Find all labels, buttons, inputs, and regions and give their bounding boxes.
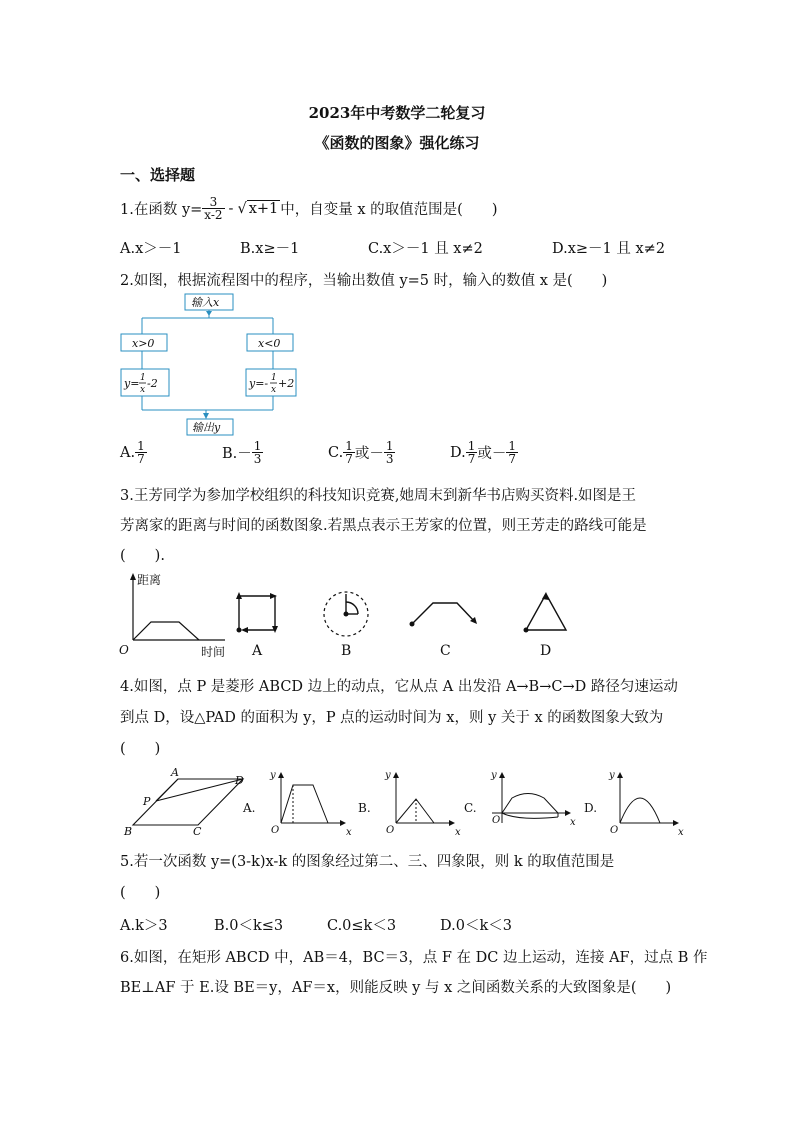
- question-5-line2: ( ): [120, 885, 161, 901]
- flow-input-text: 输入x: [191, 296, 220, 309]
- q2-a-num: 1: [137, 439, 145, 453]
- section-heading: 一、选择题: [120, 166, 196, 184]
- question-6-line2: BE⊥AF 于 E.设 BE＝y，AF＝x，则能反映 y 与 x 之间函数关系的大致图象是( ): [120, 980, 672, 996]
- q4-option-d: D.: [584, 801, 598, 815]
- sqrt-icon: √: [237, 200, 247, 217]
- flow-left-frac-num: 1: [140, 373, 146, 383]
- q2-c-den1: 7: [345, 452, 353, 466]
- q3-ylabel: 距离: [137, 573, 162, 587]
- q2-d-num1: 1: [467, 439, 476, 453]
- doc-title: 2023年中考数学二轮复习: [308, 104, 486, 122]
- q2-c-mid: 或－: [354, 446, 384, 462]
- q2-c-num1: 1: [345, 439, 353, 453]
- q3-label-c: C: [440, 643, 451, 659]
- question-3-line1: 3.王芳同学为参加学校组织的科技知识竞赛,她周末到新华书店购买资料.如图是王: [120, 488, 637, 504]
- flow-output-text: 输出y: [192, 421, 221, 434]
- q1-option-c: C.x＞－1 且 x≠2: [368, 241, 483, 257]
- q4-c-y: y: [491, 770, 497, 781]
- q4-graph-d: [620, 798, 660, 823]
- q2-d-den2: 7: [508, 452, 516, 466]
- q1-sqrt: x+1: [248, 201, 279, 217]
- rhombus-label-a: A: [171, 766, 179, 779]
- q4-option-a: A.: [243, 801, 256, 815]
- q5-option-a: A.k＞3: [120, 918, 168, 934]
- q3-xlabel: 时间: [201, 645, 226, 659]
- route-c: [410, 603, 478, 627]
- rhombus-label-b: B: [124, 825, 133, 838]
- q4-a-o: O: [271, 825, 280, 836]
- q2-d-num2: 1: [508, 439, 516, 453]
- question-1: [120, 196, 497, 221]
- q4-c-o: O: [492, 815, 501, 826]
- q3-label-d: D: [540, 643, 552, 659]
- q3-figure: [115, 572, 595, 662]
- question-6-line1: 6.如图，在矩形 ABCD 中，AB＝4，BC＝3，点 F 在 DC 边上运动，连接 AF，过点 B 作: [120, 950, 708, 966]
- q1-minus: -: [228, 200, 234, 217]
- q4-b-o: O: [386, 825, 395, 836]
- q4-c-x: x: [570, 817, 576, 828]
- q2-option-a: [120, 440, 147, 465]
- route-d: [524, 592, 567, 633]
- q2-a-label: A.: [120, 444, 136, 461]
- flow-right-frac-num: 1: [271, 373, 277, 383]
- rhombus-label-p: P: [143, 795, 151, 808]
- flow-left-formula-a: y=: [124, 377, 140, 390]
- flow-left-cond: x>0: [132, 337, 155, 350]
- q2-b-label: B.－: [222, 446, 252, 462]
- q3-origin: O: [119, 643, 129, 657]
- route-a: [239, 596, 275, 630]
- q4-b-y: y: [385, 770, 391, 781]
- q2-option-c: [328, 440, 395, 465]
- q2-d-label: D.: [450, 444, 466, 461]
- q4-graph-c: [502, 794, 558, 814]
- q5-option-c: C.0≤k＜3: [327, 918, 397, 934]
- q2-c-den2: 3: [385, 452, 394, 466]
- q4-option-b: B.: [358, 801, 371, 815]
- q1-option-a: A.x＞－1: [120, 241, 182, 257]
- q1-num: 3: [202, 196, 224, 209]
- flow-right-formula-a: y=-: [249, 377, 269, 390]
- q2-a-den: 7: [137, 452, 145, 466]
- q2-d-den1: 7: [467, 452, 476, 466]
- q2-b-num: 1: [253, 439, 262, 453]
- flow-right-frac-den: x: [271, 385, 277, 395]
- rhombus-label-c: C: [193, 825, 202, 838]
- q1-suffix: 中，自变量 x 的取值范围是( ): [280, 202, 498, 218]
- q4-b-x: x: [455, 827, 461, 838]
- q4-graph-a: [281, 785, 328, 823]
- flow-right-cond: x<0: [258, 337, 281, 350]
- flow-left-frac-den: x: [140, 385, 146, 395]
- question-3-line2: 芳离家的距离与时间的函数图象.若黑点表示王芳家的位置，则王芳走的路线可能是: [120, 518, 647, 534]
- flow-left-formula-b: -2: [147, 377, 158, 390]
- q4-d-y: y: [609, 770, 615, 781]
- q1-option-b: B.x≥－1: [240, 241, 300, 257]
- q4-option-c: C.: [464, 801, 477, 815]
- q3-label-b: B: [341, 643, 352, 659]
- q2-option-b: [222, 440, 263, 465]
- q1-prefix: 1.在函数 y=: [120, 202, 203, 218]
- q4-d-o: O: [610, 825, 619, 836]
- question-2: 2.如图，根据流程图中的程序，当输出数值 y=5 时，输入的数值 x 是( ): [120, 273, 608, 289]
- q3-distance-curve: [133, 622, 199, 640]
- q4-a-y: y: [270, 770, 276, 781]
- q2-c-num2: 1: [385, 439, 394, 453]
- q4-a-x: x: [346, 827, 352, 838]
- q3-label-a: A: [252, 643, 263, 659]
- question-5-line1: 5.若一次函数 y=(3-k)x-k 的图象经过第二、三、四象限，则 k 的取值范围是: [120, 854, 615, 870]
- question-4-line1: 4.如图，点 P 是菱形 ABCD 边上的动点，它从点 A 出发沿 A→B→C→D 路径匀速运动: [120, 679, 678, 695]
- q1-fraction: [202, 196, 224, 221]
- flow-right-formula-b: +2: [278, 377, 295, 390]
- q2-option-d: [450, 440, 518, 465]
- q5-option-d: D.0＜k＜3: [440, 918, 512, 934]
- question-3-line3: ( ).: [120, 548, 165, 564]
- q1-den: x-2: [204, 208, 223, 222]
- q4-figure: [118, 765, 688, 843]
- q2-d-mid: 或－: [477, 446, 507, 462]
- q4-d-x: x: [678, 827, 684, 838]
- flowchart: [118, 292, 298, 437]
- q2-c-label: C.: [328, 444, 344, 461]
- q5-option-b: B.0＜k≤3: [214, 918, 284, 934]
- rhombus-label-d: D: [235, 774, 244, 787]
- q4-graph-b: [396, 799, 434, 823]
- route-b: [324, 592, 368, 636]
- question-4-line3: ( ): [120, 741, 161, 757]
- q1-option-d: D.x≥－1 且 x≠2: [552, 241, 666, 257]
- question-4-line2: 到点 D，设△PAD 的面积为 y，P 点的运动时间为 x，则 y 关于 x 的函数图象大致为: [120, 710, 664, 726]
- q2-b-den: 3: [253, 452, 262, 466]
- doc-subtitle: 《函数的图象》强化练习: [314, 134, 480, 152]
